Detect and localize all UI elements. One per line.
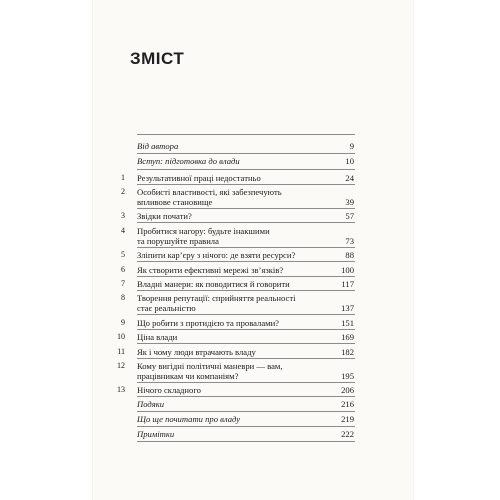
toc-page-number: 117 [341, 279, 354, 289]
toc-entry-title: Як створити ефективні мережі зв’язків? [137, 265, 284, 275]
toc-entry-title: Від автора [137, 141, 179, 151]
toc-page-number: 219 [341, 414, 354, 424]
divider [137, 247, 355, 248]
toc-page-number: 100 [341, 265, 354, 275]
divider [137, 314, 355, 315]
toc-page-number: 73 [345, 236, 354, 246]
toc-page-number: 151 [341, 318, 354, 328]
divider [137, 411, 355, 412]
toc-page-number: 9 [349, 141, 354, 151]
divider [137, 276, 355, 277]
toc-page-number: 182 [341, 347, 354, 357]
chapter-number: 1 [121, 173, 125, 182]
toc-entry-title: Кому вигідні політичні маневри — вам, [137, 361, 283, 371]
chapter-number: 2 [121, 187, 125, 196]
chapter-number: 13 [117, 385, 125, 394]
divider [137, 441, 355, 442]
toc-page-number: 195 [341, 371, 354, 381]
toc-entry-title: Пробитися нагору: будьте інакшими [137, 226, 270, 236]
chapter-number: 3 [121, 211, 125, 220]
toc-page-number: 24 [345, 173, 354, 183]
chapter-number: 4 [121, 226, 125, 235]
toc-entry-title: Вступ: підготовка до влади [137, 156, 240, 166]
toc-page-number: 10 [345, 156, 354, 166]
toc-entry-title-continued: впливове становище [137, 197, 213, 207]
toc-entry-title: Зліпити кар’єру з нічого: де взяти ресурси? [137, 250, 296, 260]
chapter-number: 11 [117, 347, 125, 356]
toc-page-number: 57 [345, 211, 354, 221]
chapter-number: 7 [121, 279, 125, 288]
toc-page-number: 88 [345, 250, 354, 260]
toc-page-number: 216 [341, 399, 354, 409]
toc-entry-title: Що ще почитати про владу [137, 414, 241, 424]
toc-entry-title-continued: працівникам чи компаніям? [137, 371, 239, 381]
divider [137, 169, 355, 170]
toc-entry-title: Творення репутації: сприйняття реальності [137, 293, 296, 303]
toc-page-number: 137 [341, 303, 354, 313]
toc-entry-title: Примітки [137, 429, 175, 439]
divider [137, 208, 355, 209]
toc-entry-title-continued: та порушуйте правила [137, 236, 219, 246]
toc-entry-title: Особисті властивості, які забезпечують [137, 187, 282, 197]
chapter-number: 6 [121, 265, 125, 274]
toc-entry-title: Що робити з протидією та провалами? [137, 318, 279, 328]
divider [137, 329, 355, 330]
toc-entry-title: Подяки [137, 399, 165, 409]
chapter-number: 9 [121, 318, 125, 327]
toc-entry-title: Результативної праці недостатньо [137, 173, 261, 183]
chapter-number: 10 [117, 332, 125, 341]
toc-page-number: 39 [345, 197, 354, 207]
divider [137, 396, 355, 397]
divider [137, 358, 355, 359]
divider [137, 426, 355, 427]
toc-entry-title: Владні манери: як поводитися й говорити [137, 279, 290, 289]
divider [137, 222, 355, 223]
chapter-number: 5 [121, 250, 125, 259]
divider [137, 382, 355, 383]
divider [137, 153, 355, 154]
divider [137, 290, 355, 291]
toc-page-number: 169 [341, 332, 354, 342]
divider [137, 134, 355, 135]
chapter-number: 12 [117, 361, 125, 370]
chapter-number: 8 [121, 293, 125, 302]
divider [137, 343, 355, 344]
toc-page-number: 206 [341, 385, 354, 395]
divider [137, 261, 355, 262]
toc-entry-title-continued: стає реальністю [137, 303, 196, 313]
toc-entry-title: Нічого складного [137, 385, 201, 395]
toc-page-number: 222 [341, 429, 354, 439]
toc-entry-title: Ціна влади [137, 332, 178, 342]
page-title: ЗМІСТ [130, 49, 185, 68]
toc-entry-title: Як і чому люди втрачають владу [137, 347, 256, 357]
toc-entry-title: Звідки почати? [137, 211, 192, 221]
divider [137, 184, 355, 185]
